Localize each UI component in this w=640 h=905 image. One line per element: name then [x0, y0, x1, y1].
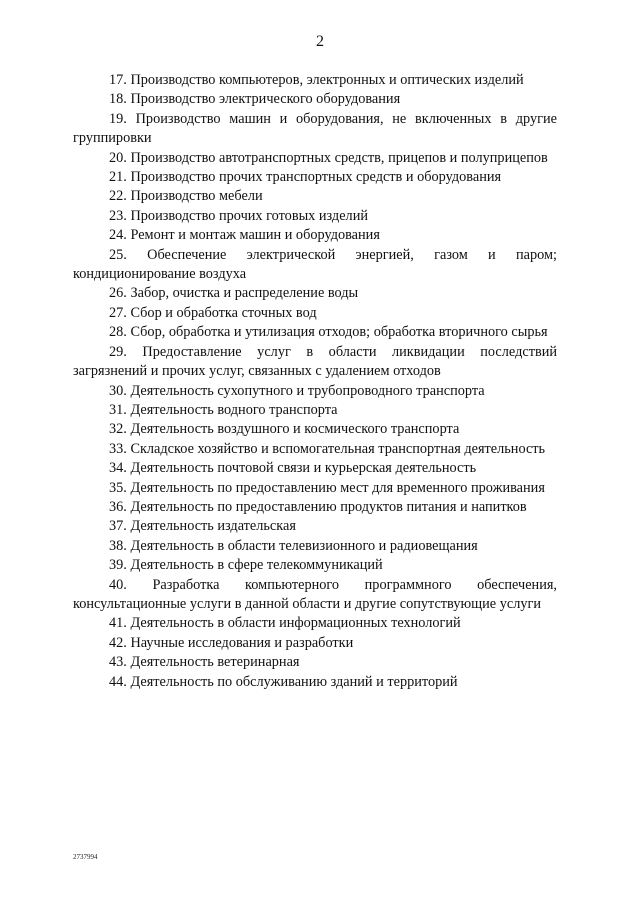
list-item: 42. Научные исследования и разработки	[109, 634, 354, 651]
list-item: 32. Деятельность воздушного и космического транспорта	[109, 421, 460, 438]
list-item: 23. Производство прочих готовых изделий	[109, 207, 368, 224]
list-item: 43. Деятельность ветеринарная	[109, 654, 300, 671]
page-number: 2	[316, 33, 324, 50]
list-item: 36. Деятельность по предоставлению продуктов питания и напитков	[109, 498, 527, 515]
list-item: 31. Деятельность водного транспорта	[109, 401, 338, 418]
list-item: 28. Сбор, обработка и утилизация отходов; обработка вторичного сырья	[109, 324, 548, 341]
list-item: 30. Деятельность сухопутного и трубопроводного транспорта	[109, 382, 485, 399]
list-item: 29. Предоставление услуг в области ликвидации последствий загрязнений и прочих услуг, связанных с удалением отходов	[73, 343, 557, 380]
list-item: 24. Ремонт и монтаж машин и оборудования	[109, 227, 380, 244]
list-item: 27. Сбор и обработка сточных вод	[109, 304, 317, 321]
list-item: 33. Складское хозяйство и вспомогательная транспортная деятельность	[109, 440, 546, 457]
list-item: 19. Производство машин и оборудования, не включенных в другие группировки	[73, 110, 557, 147]
list-item: 20. Производство автотранспортных средств, прицепов и полуприцепов	[109, 149, 548, 166]
list-item: 26. Забор, очистка и распределение воды	[109, 285, 359, 302]
list-item: 44. Деятельность по обслуживанию зданий и территорий	[109, 673, 458, 690]
list-item: 35. Деятельность по предоставлению мест для временного проживания	[109, 479, 545, 496]
list-item: 37. Деятельность издательская	[109, 518, 296, 535]
list-item: 25. Обеспечение электрической энергией, газом и паром; кондиционирование воздуха	[73, 246, 557, 283]
list-item: 34. Деятельность почтовой связи и курьерская деятельность	[109, 460, 477, 477]
document-code: 2737994	[73, 853, 98, 861]
list-item: 38. Деятельность в области телевизионного и радиовещания	[109, 537, 478, 554]
list-item: 21. Производство прочих транспортных средств и оборудования	[109, 169, 502, 186]
activity-list	[73, 71, 557, 692]
list-item: 41. Деятельность в области информационных технологий	[109, 615, 461, 632]
list-item: 40. Разработка компьютерного программного обеспечения, консультационные услуги в данной области и другие сопутствующие услуги	[73, 576, 557, 612]
list-item: 39. Деятельность в сфере телекоммуникаций	[109, 557, 383, 574]
list-item: 22. Производство мебели	[109, 188, 263, 205]
list-item: 17. Производство компьютеров, электронных и оптических изделий	[109, 72, 524, 88]
list-item: 18. Производство электрического оборудования	[109, 91, 401, 108]
